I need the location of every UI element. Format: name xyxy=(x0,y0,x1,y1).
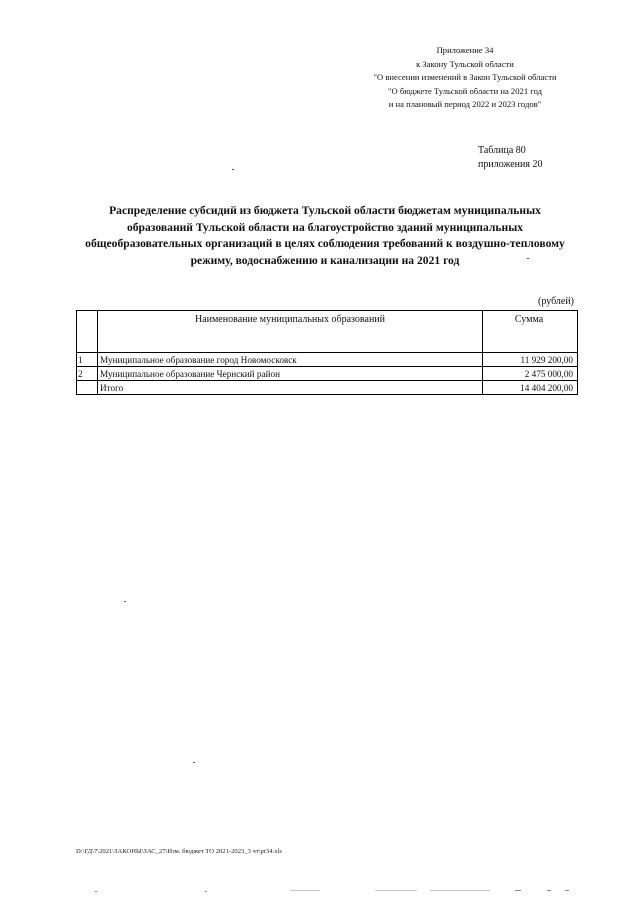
row-sum: 2 475 000,00 xyxy=(483,367,578,381)
appendix-line: к Закону Тульской области xyxy=(416,58,514,69)
table-header-row xyxy=(77,311,578,353)
subsidy-table xyxy=(76,310,578,395)
document-title: Распределение субсидий из бюджета Тульской области бюджетам муниципальных образований Тульской области на благоустройство зданий муниципальных общеобразовательных организаций в целях соблюдения требований к воздушно-тепловому режиму, водоснабжению и канализации на 2021 год xyxy=(85,204,565,267)
appendix-line: Приложение 34 xyxy=(436,45,494,55)
header-num-cell xyxy=(77,311,98,353)
scan-speck xyxy=(527,258,529,259)
table-appendix-ref: приложения 20 xyxy=(478,158,543,170)
appendix-line: "О внесении изменений в Закон Тульской области xyxy=(373,72,557,82)
row-name: Муниципальное образование Чернский район xyxy=(98,367,483,381)
row-name: Муниципальное образование город Новомосковск xyxy=(98,353,483,367)
row-sum: 11 929 200,00 xyxy=(483,353,578,367)
units-label: (рублей) xyxy=(538,296,575,307)
table-reference xyxy=(478,144,542,171)
row-num: 2 xyxy=(77,367,98,381)
scan-speck xyxy=(124,601,126,602)
appendix-header xyxy=(330,44,600,112)
file-path-footer: D:\ГД\7\2021\ЗАКОНЫ\ЗАС_27\Изм. бюджет ТО 2021-2023_3 чт\pr34.xls xyxy=(76,848,282,855)
total-sum: 14 404 200,00 xyxy=(483,381,578,395)
scan-speck xyxy=(232,169,234,170)
row-num: 1 xyxy=(77,353,98,367)
table-total-row xyxy=(77,381,578,395)
appendix-line: и на плановый период 2022 и 2023 годов" xyxy=(388,99,542,109)
table-row xyxy=(77,367,578,381)
table-number: Таблица 80 xyxy=(478,145,526,156)
scan-artifacts xyxy=(85,888,585,894)
scan-speck xyxy=(193,762,195,763)
header-name-cell: Наименование муниципальных образований xyxy=(98,311,483,353)
appendix-line: "О бюджете Тульской области на 2021 год xyxy=(388,85,542,96)
total-num xyxy=(77,381,98,395)
table-row xyxy=(77,353,578,367)
header-sum-cell: Сумма xyxy=(483,311,578,353)
total-label: Итого xyxy=(98,381,483,395)
